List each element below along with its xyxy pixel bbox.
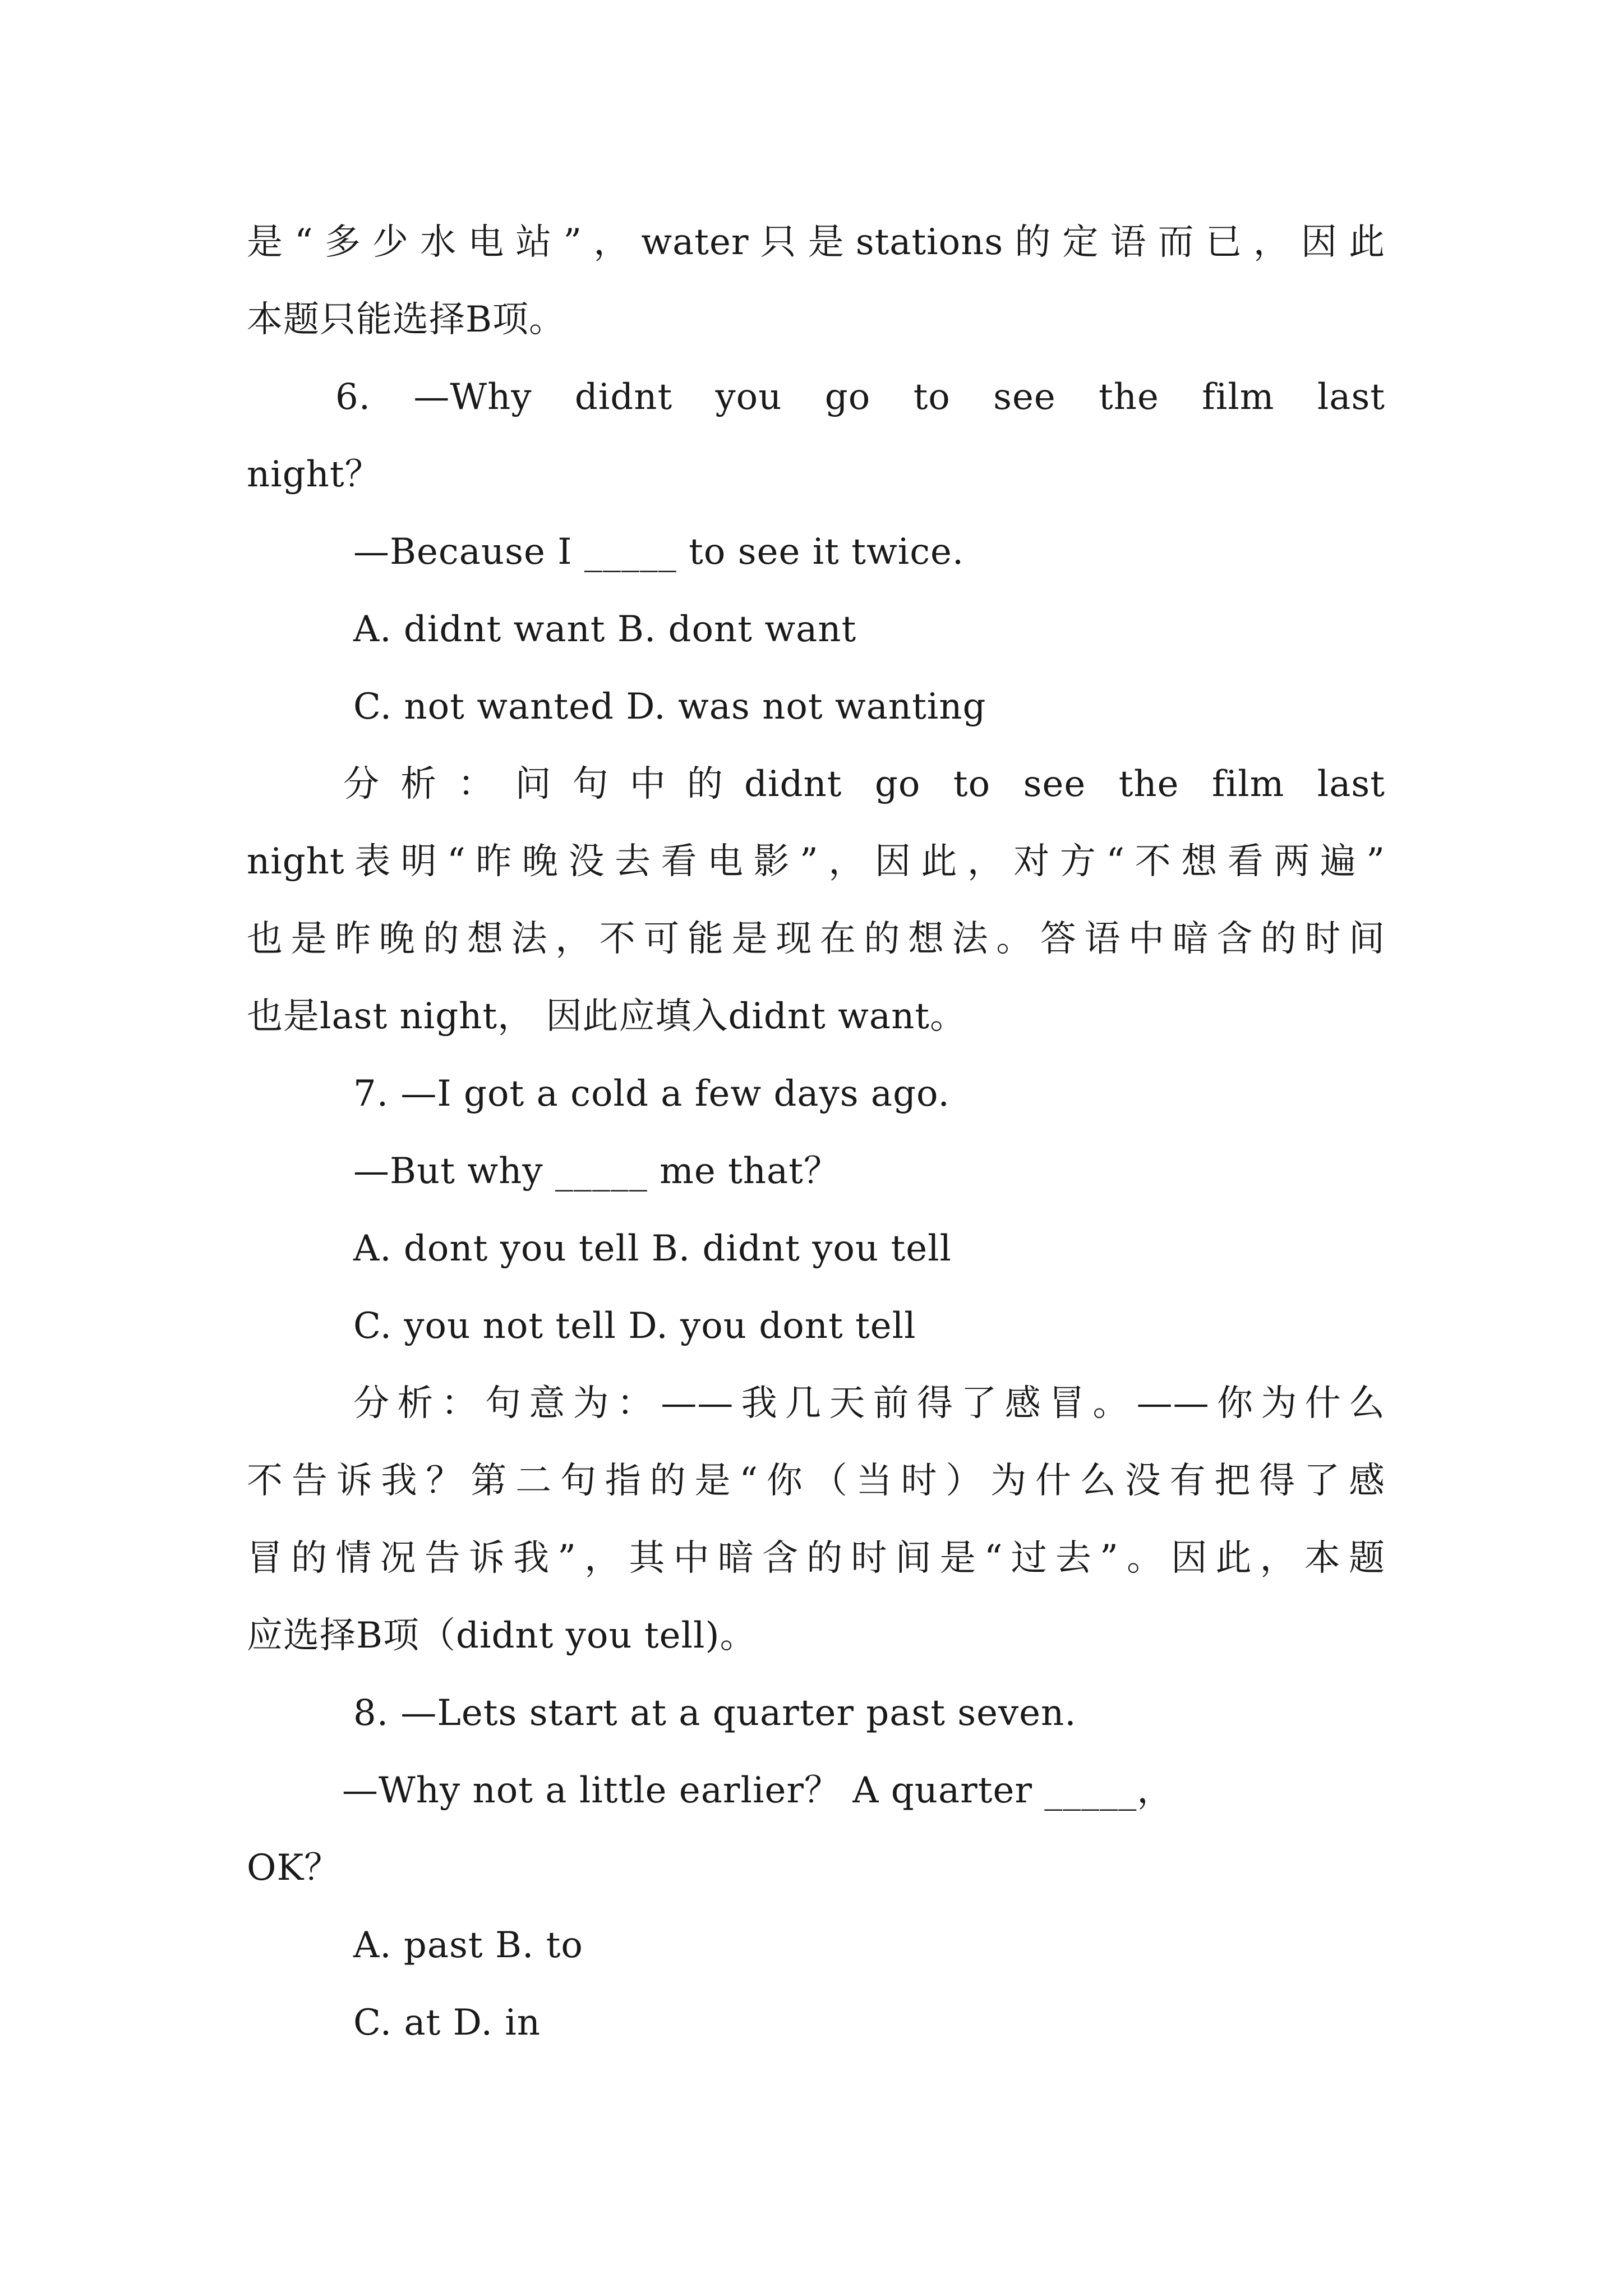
text-line: night？ [247,454,381,495]
question-7-options-cd: C. you not tell D. you dont tell [353,1305,916,1347]
text-line: OK？ [247,1847,341,1889]
analysis-7: 冒的情况告诉我”，其中暗含的时间是“过去”。因此，本题 [247,1538,1385,1579]
analysis-6: 分析：问句中的didnt go to see the film last [343,763,1385,805]
question-7-response: —But why _____ me that？ [353,1151,840,1192]
analysis-6: night表明“昨晚没去看电影”，因此，对方“不想看两遍” [247,841,1385,882]
question-6-prompt: 6. —Why didnt you go to see the film last [335,376,1385,418]
text-line: 是“多少水电站”，water只是stations的定语而已，因此 [247,222,1385,263]
question-6-response: —Because I _____ to see it twice. [353,531,965,573]
question-8-options-ab: A. past B. to [353,1925,583,1966]
analysis-7: 不告诉我？第二句指的是“你（当时）为什么没有把得了感 [247,1460,1385,1502]
text-line: 本题只能选择B项。 [247,299,566,341]
question-7-options-ab: A. dont you tell B. didnt you tell [353,1228,952,1269]
question-8-prompt: 8. —Lets start at a quarter past seven. [353,1692,1077,1734]
analysis-7: 分析：句意为：——我几天前得了感冒。——你为什么 [353,1383,1385,1424]
question-8-options-cd: C. at D. in [353,2002,541,2044]
question-6-options-ab: A. didnt want B. dont want [353,609,857,650]
question-7-prompt: 7. —I got a cold a few days ago. [353,1073,950,1115]
question-8-response: —Why not a little earlier？ A quarter _____， [342,1770,1174,1811]
question-6-options-cd: C. not wanted D. was not wanting [353,686,986,728]
analysis-7: 应选择B项（didnt you tell)。 [247,1615,757,1657]
analysis-6: 也是last night， 因此应填入didnt want。 [247,996,967,1037]
analysis-6: 也是昨晚的想法，不可能是现在的想法。答语中暗含的时间 [247,918,1385,960]
